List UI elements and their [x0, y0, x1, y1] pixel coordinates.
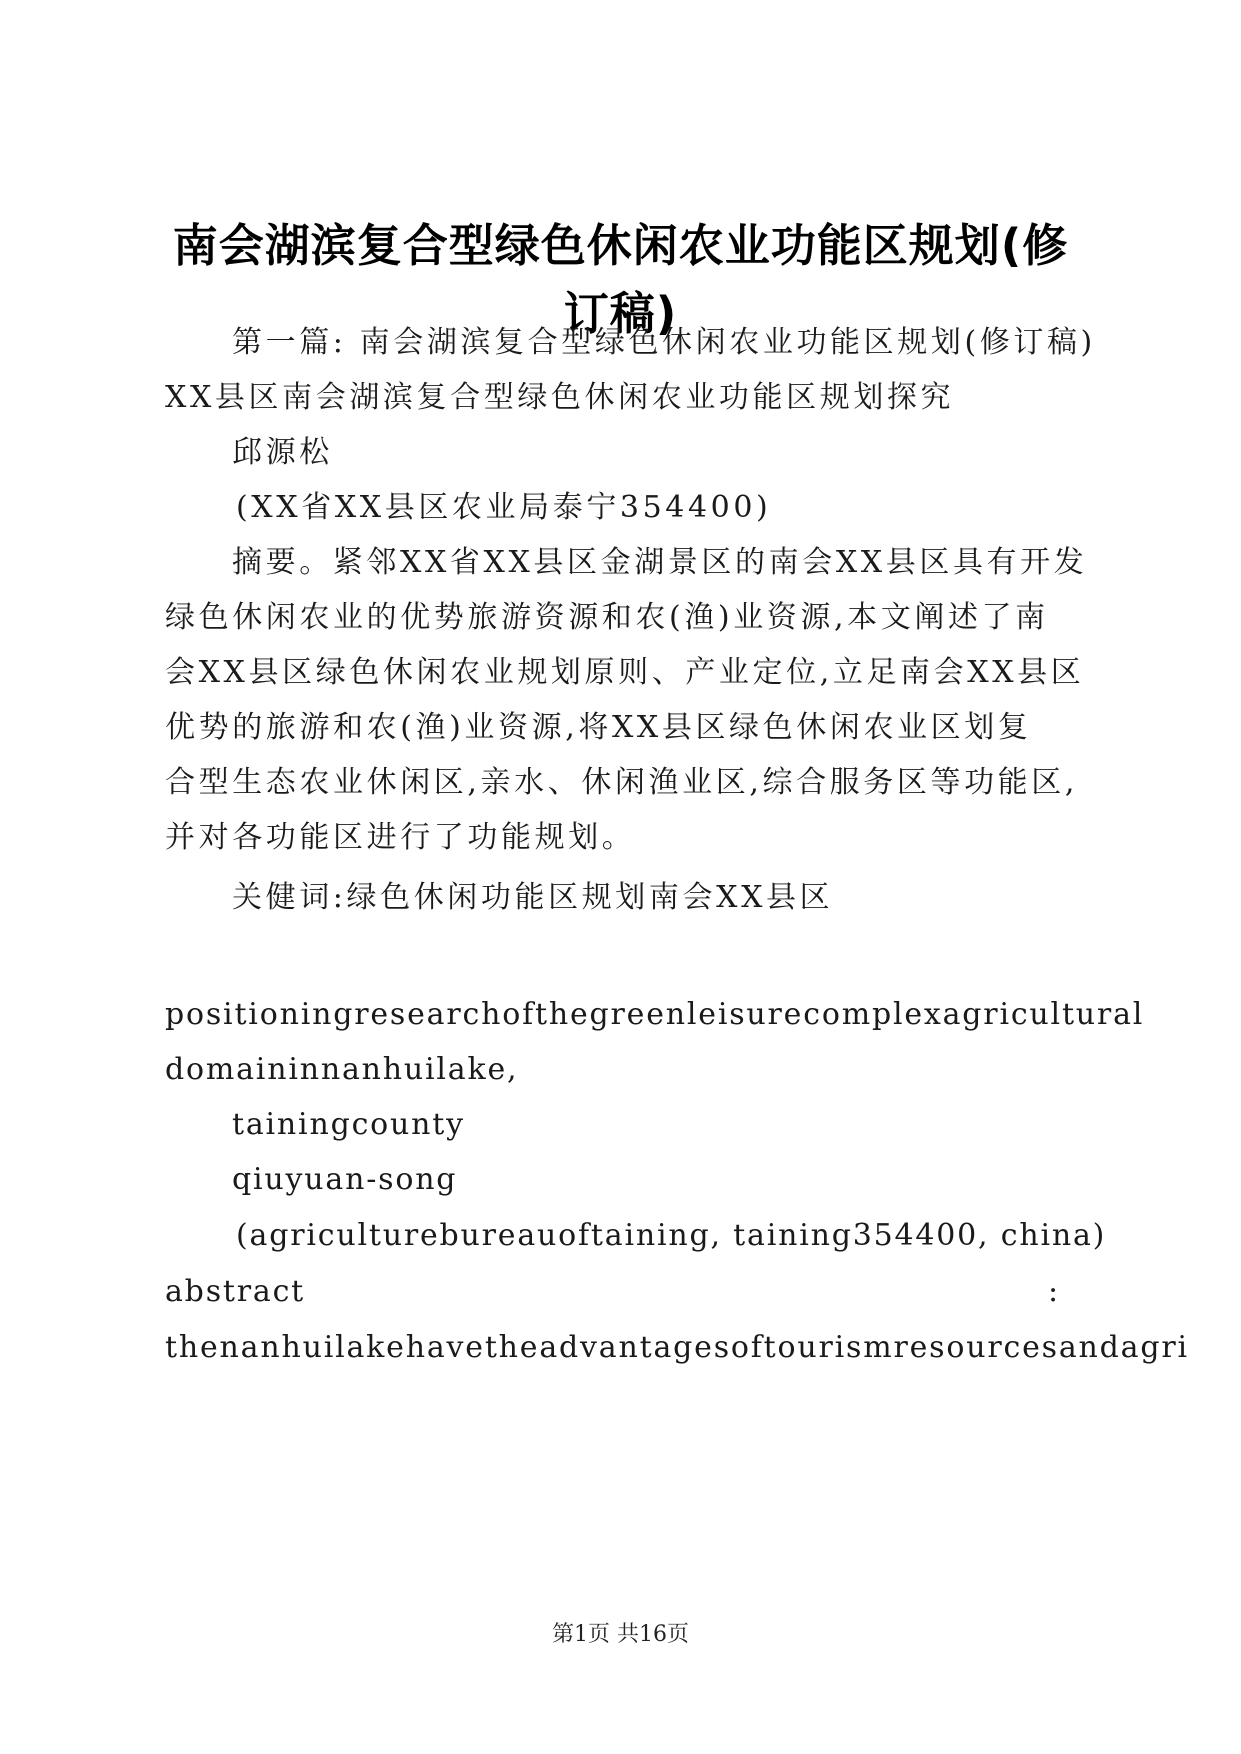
- abstract-colon: :: [1048, 1274, 1059, 1309]
- page-footer: 第1页 共16页: [552, 1622, 689, 1647]
- english-author: qiuyuan-song: [232, 1162, 458, 1197]
- author-name: 邱源松: [232, 435, 333, 470]
- english-abstract-line-1: thenanhuilakehavetheadvantagesoftourismresourcesandagri: [165, 1330, 1189, 1365]
- abstract-line-2: 绿色休闲农业的优势旅游资源和农(渔)业资源,本文阐述了南: [165, 600, 1049, 635]
- section-heading: 第一篇: 南会湖滨复合型绿色休闲农业功能区规划(修订稿): [232, 325, 1096, 360]
- abstract-line-6: 并对各功能区进行了功能规划。: [165, 820, 636, 855]
- paper-title: XX县区南会湖滨复合型绿色休闲农业功能区规划探究: [165, 380, 955, 415]
- document-title-line-2: 订稿): [563, 287, 678, 340]
- abstract-label: abstract: [165, 1274, 306, 1309]
- keywords: 关健词:绿色休闲功能区规划南会XX县区: [232, 880, 834, 915]
- abstract-line-4: 优势的旅游和农(渔)业资源,将XX县区绿色休闲农业区划复: [165, 710, 1032, 745]
- document-title-line-1: 南会湖滨复合型绿色休闲农业功能区规划(修: [172, 219, 1069, 272]
- english-affiliation: (agriculturebureauoftaining, taining354400, china): [236, 1218, 1107, 1253]
- abstract-line-5: 合型生态农业休闲区,亲水、休闲渔业区,综合服务区等功能区,: [165, 765, 1079, 800]
- abstract-line-1: 摘要。紧邻XX省XX县区金湖景区的南会XX县区具有开发: [232, 545, 1088, 580]
- english-title-line-2: domaininnanhuilake,: [165, 1052, 519, 1087]
- abstract-line-3: 会XX县区绿色休闲农业规划原则、产业定位,立足南会XX县区: [165, 655, 1085, 690]
- author-affiliation: (XX省XX县区农业局泰宁354400): [236, 490, 772, 525]
- english-county: tainingcounty: [232, 1107, 465, 1142]
- english-title-line-1: positioningresearchofthegreenleisurecomplexagricultural: [165, 997, 1145, 1032]
